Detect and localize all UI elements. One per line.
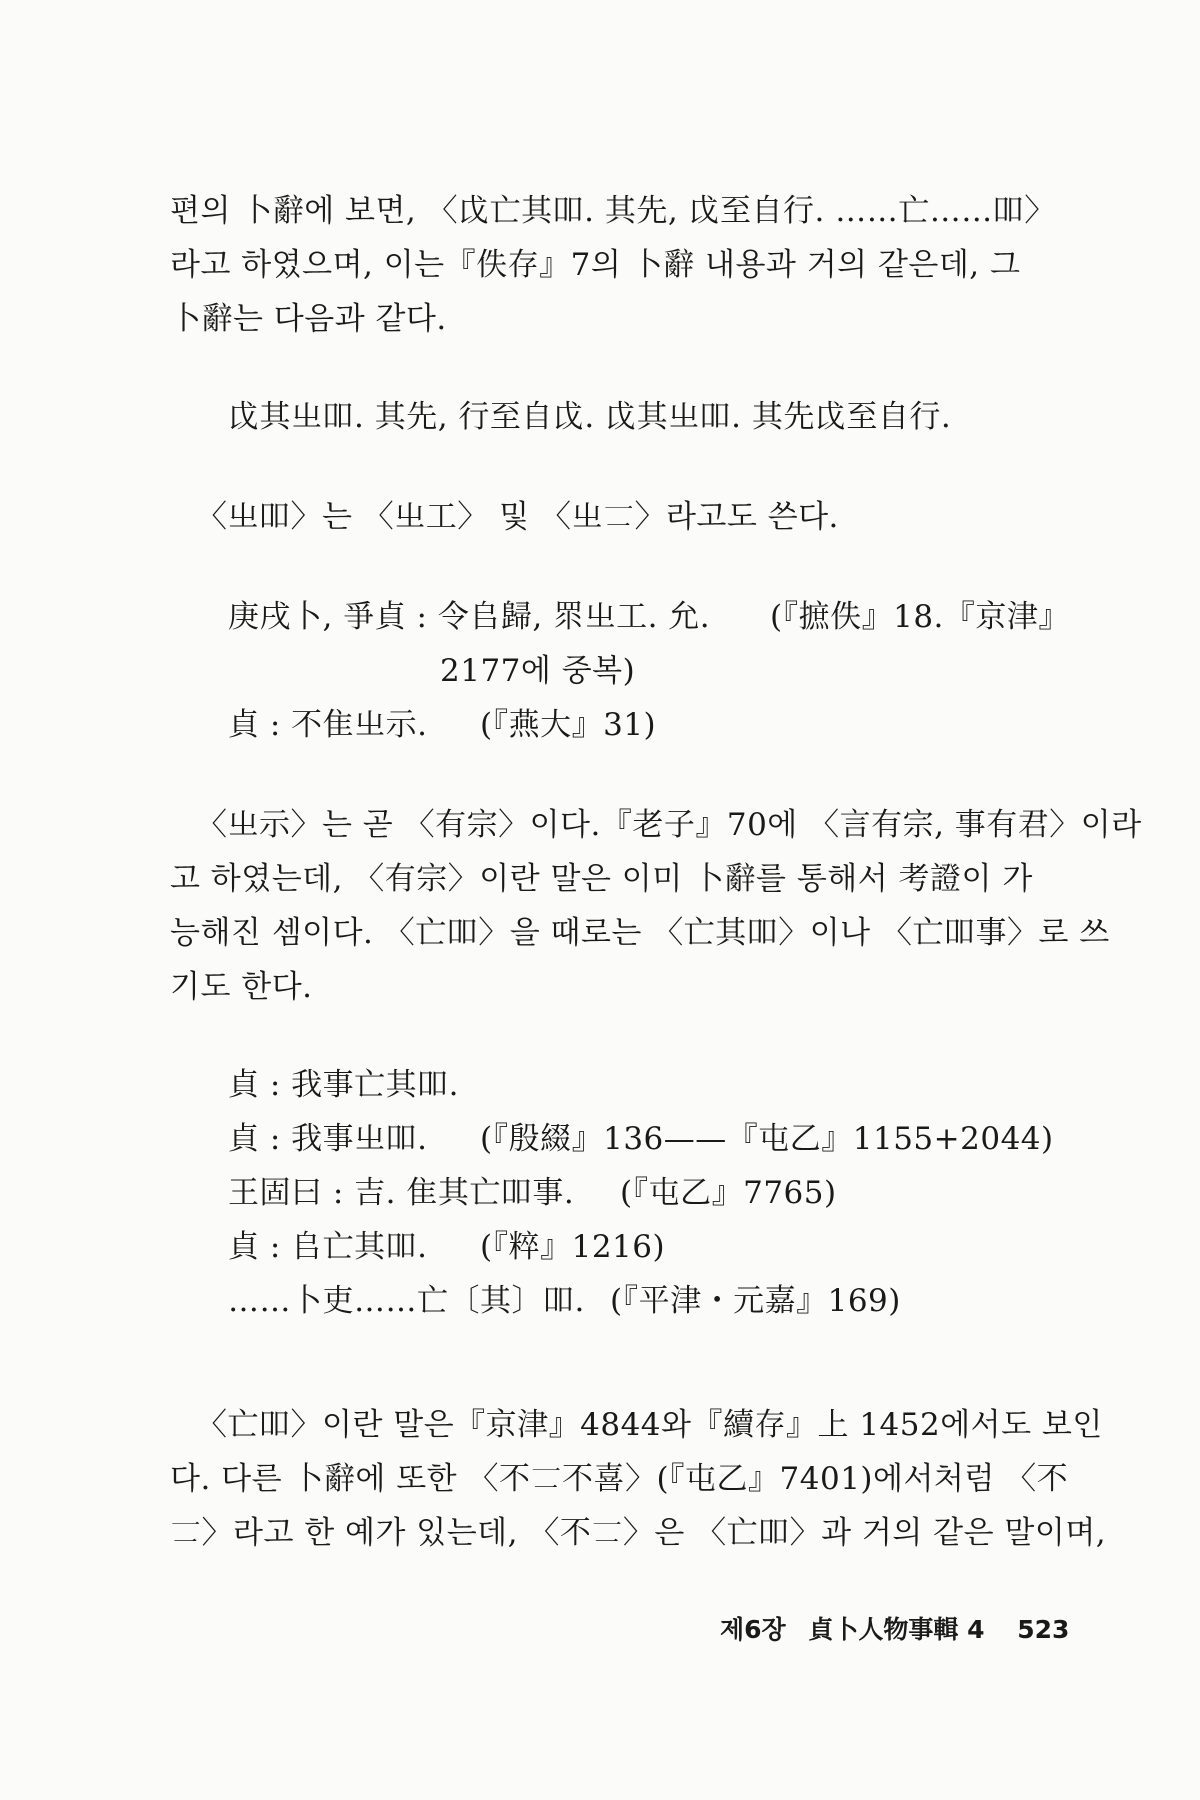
paragraph-line: 고 하였는데, 〈有宗〉이란 말은 이미 卜辭를 통해서 考證이 가 <box>170 861 1033 897</box>
inscription-line: ……卜吏……亡〔其〕吅. <box>228 1283 585 1319</box>
page-number: 523 <box>1017 1615 1070 1644</box>
source-reference: (『殷綴』136——『屯乙』1155+2044) <box>480 1121 1054 1157</box>
source-reference: (『摭佚』18.『京津』 <box>770 599 1070 635</box>
paragraph-line: 기도 한다. <box>170 969 313 1005</box>
inscription-line: 王固曰 : 吉. 隹其亡吅事. <box>228 1175 575 1211</box>
chapter-title: 貞卜人物事輯 4 <box>808 1615 985 1644</box>
source-reference: (『屯乙』7765) <box>620 1175 837 1211</box>
paragraph-line: 다. 다른 卜辭에 또한 〈不𠄟不喜〉(『屯乙』7401)에서처럼 〈不 <box>170 1461 1069 1497</box>
paragraph-line: 〈㞢吅〉는 〈㞢工〉 및 〈㞢𠄟〉라고도 쓴다. <box>196 499 839 535</box>
inscription-line: 貞 : 不隹㞢示. <box>228 707 428 743</box>
paragraph-line: 능해진 셈이다. 〈亡吅〉을 때로는 〈亡其吅〉이나 〈亡吅事〉로 쓰 <box>170 915 1110 951</box>
source-reference: (『平津・元嘉』169) <box>610 1283 901 1319</box>
paragraph-line: 〈亡吅〉이란 말은『京津』4844와『續存』上 1452에서도 보인 <box>196 1407 1103 1443</box>
paragraph-line: 卜辭는 다음과 같다. <box>170 301 447 337</box>
chapter-label: 제6장 <box>720 1615 786 1644</box>
paragraph-line: 𠄟〉라고 한 예가 있는데, 〈不𠄟〉은 〈亡吅〉과 거의 같은 말이며, <box>170 1515 1107 1551</box>
source-reference: 2177에 중복) <box>440 653 636 689</box>
inscription-line: 庚戌卜, 爭貞 : 令𠂤歸, 眔㞢工. 允. <box>228 599 711 635</box>
quoted-inscription: 戉其㞢吅. 其先, 行至自戉. 戉其㞢吅. 其先戉至自行. <box>228 399 952 435</box>
page-footer <box>720 1610 1069 1646</box>
source-reference: (『燕大』31) <box>480 707 657 743</box>
inscription-line: 貞 : 𠂤亡其吅. <box>228 1229 428 1265</box>
paragraph-line: 라고 하였으며, 이는『佚存』7의 卜辭 내용과 거의 같은데, 그 <box>170 247 1021 283</box>
paragraph-line: 편의 卜辭에 보면, 〈戉亡其吅. 其先, 戉至自行. ……亡……吅〉 <box>170 193 1056 229</box>
paragraph-line: 〈㞢示〉는 곧 〈有宗〉이다.『老子』70에 〈言有宗, 事有君〉이라 <box>196 807 1142 843</box>
source-reference: (『粹』1216) <box>480 1229 666 1265</box>
inscription-line: 貞 : 我事㞢吅. <box>228 1121 428 1157</box>
inscription-line: 貞 : 我事亡其吅. <box>228 1067 460 1103</box>
